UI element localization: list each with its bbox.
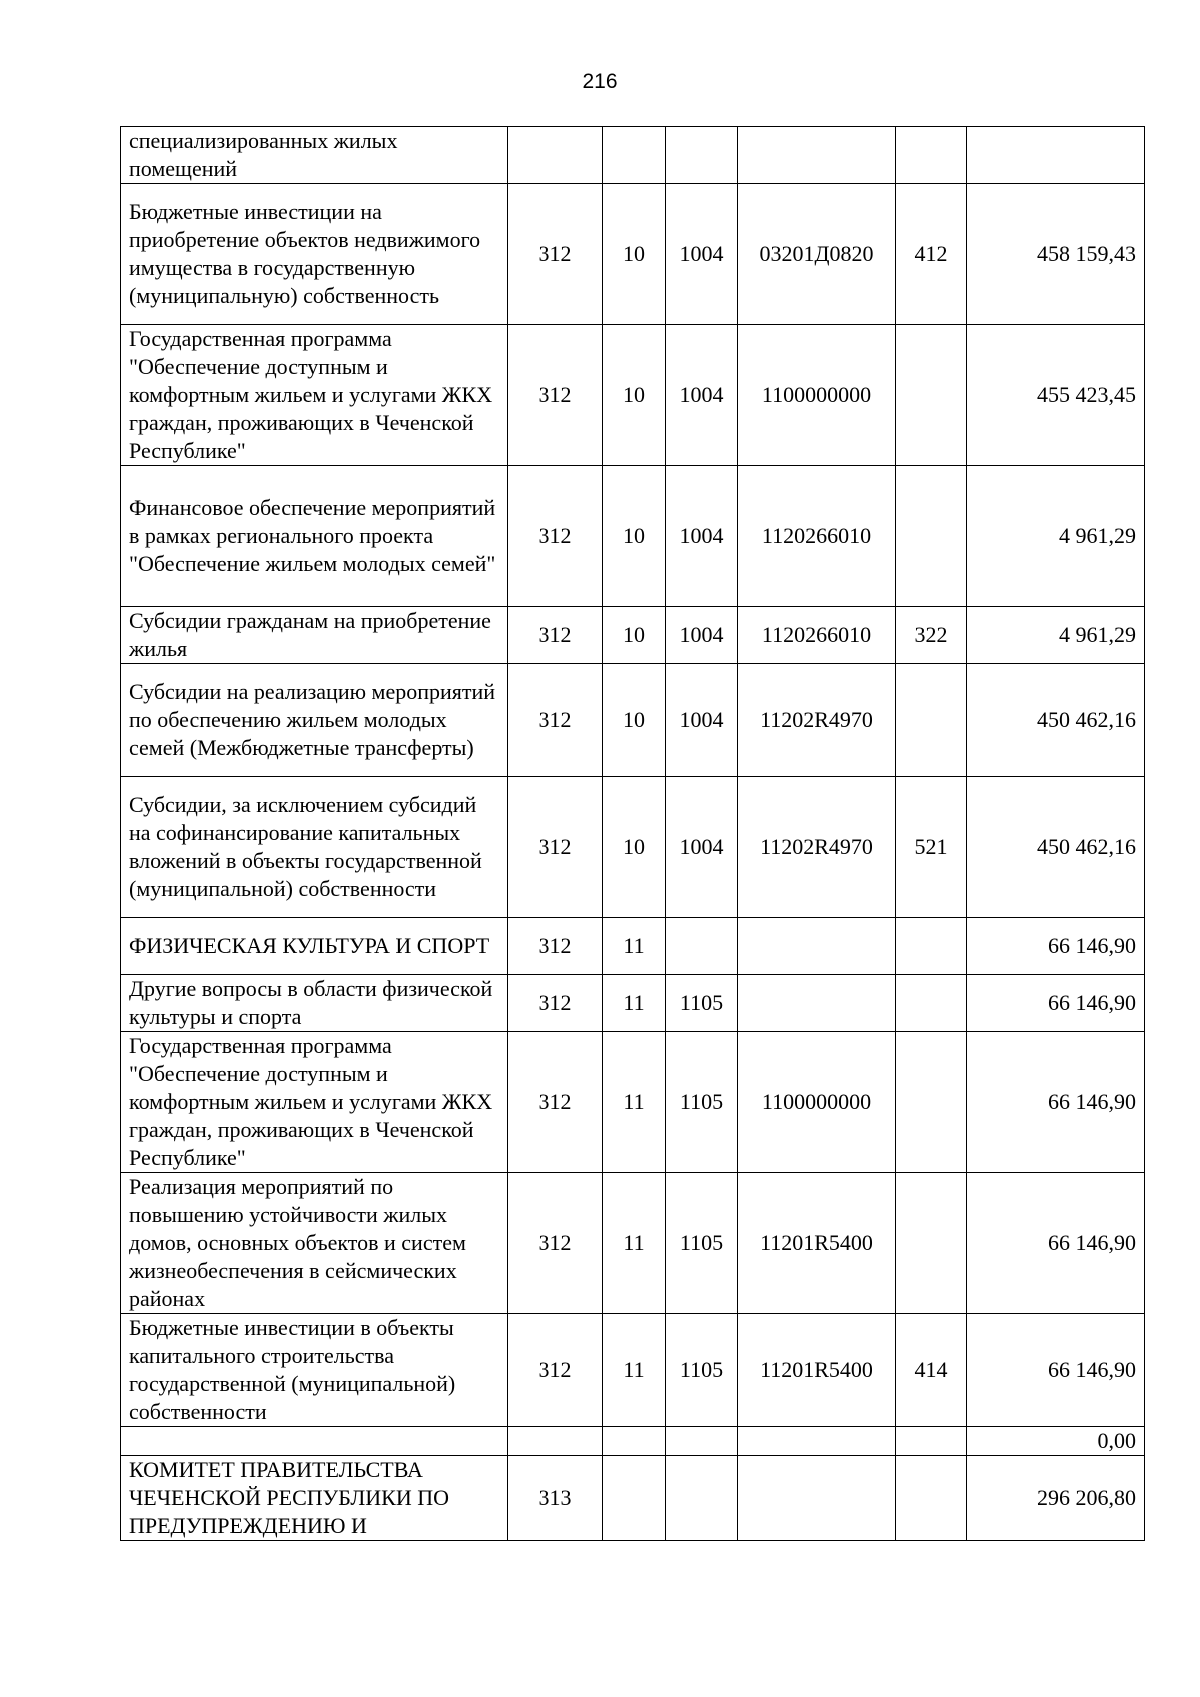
row-rz bbox=[603, 1456, 666, 1541]
row-ved bbox=[508, 1427, 603, 1456]
row-rz: 11 bbox=[603, 1173, 666, 1314]
row-csr: 1100000000 bbox=[738, 325, 896, 466]
row-vr bbox=[896, 1032, 967, 1173]
row-name: Государственная программа "Обеспечение доступным и комфортным жильем и услугами ЖКХ граждан, проживающих в Чеченской Республике" bbox=[121, 1032, 508, 1173]
table-row bbox=[121, 325, 1145, 466]
row-ved: 312 bbox=[508, 184, 603, 325]
row-sum: 66 146,90 bbox=[967, 1314, 1145, 1427]
row-csr: 1120266010 bbox=[738, 466, 896, 607]
row-sum: 66 146,90 bbox=[967, 1173, 1145, 1314]
row-pr: 1004 bbox=[666, 325, 738, 466]
row-rz: 10 bbox=[603, 664, 666, 777]
row-name: Субсидии гражданам на приобретение жилья bbox=[121, 607, 508, 664]
row-vr: 412 bbox=[896, 184, 967, 325]
row-pr bbox=[666, 1427, 738, 1456]
row-vr bbox=[896, 975, 967, 1032]
row-pr: 1105 bbox=[666, 1032, 738, 1173]
row-sum: 4 961,29 bbox=[967, 466, 1145, 607]
row-vr bbox=[896, 1173, 967, 1314]
row-rz: 10 bbox=[603, 607, 666, 664]
row-sum: 66 146,90 bbox=[967, 1032, 1145, 1173]
row-pr: 1105 bbox=[666, 975, 738, 1032]
row-csr bbox=[738, 918, 896, 975]
table-row bbox=[121, 777, 1145, 918]
row-ved: 313 bbox=[508, 1456, 603, 1541]
row-name: Реализация мероприятий по повышению устойчивости жилых домов, основных объектов и систем жизнеобеспечения в сейсмических районах bbox=[121, 1173, 508, 1314]
row-sum: 450 462,16 bbox=[967, 777, 1145, 918]
table-row bbox=[121, 184, 1145, 325]
row-ved bbox=[508, 127, 603, 184]
row-csr: 1100000000 bbox=[738, 1032, 896, 1173]
row-sum: 458 159,43 bbox=[967, 184, 1145, 325]
row-rz: 10 bbox=[603, 466, 666, 607]
row-csr bbox=[738, 1427, 896, 1456]
row-rz: 11 bbox=[603, 975, 666, 1032]
row-pr bbox=[666, 127, 738, 184]
row-vr bbox=[896, 1456, 967, 1541]
row-pr: 1105 bbox=[666, 1173, 738, 1314]
row-vr bbox=[896, 466, 967, 607]
row-ved: 312 bbox=[508, 1032, 603, 1173]
row-ved: 312 bbox=[508, 975, 603, 1032]
table-row bbox=[121, 664, 1145, 777]
row-sum: 296 206,80 bbox=[967, 1456, 1145, 1541]
row-csr bbox=[738, 975, 896, 1032]
row-pr: 1004 bbox=[666, 184, 738, 325]
row-vr bbox=[896, 1427, 967, 1456]
row-sum bbox=[967, 127, 1145, 184]
row-rz: 11 bbox=[603, 1032, 666, 1173]
budget-table bbox=[120, 126, 1145, 1541]
row-name: Финансовое обеспечение мероприятий в рамках регионального проекта "Обеспечение жильем молодых семей" bbox=[121, 466, 508, 607]
row-ved: 312 bbox=[508, 466, 603, 607]
table-row bbox=[121, 918, 1145, 975]
row-pr: 1004 bbox=[666, 466, 738, 607]
row-csr: 11202R4970 bbox=[738, 777, 896, 918]
row-rz: 10 bbox=[603, 184, 666, 325]
row-csr bbox=[738, 1456, 896, 1541]
row-rz bbox=[603, 1427, 666, 1456]
row-sum: 450 462,16 bbox=[967, 664, 1145, 777]
row-name: Другие вопросы в области физической культуры и спорта bbox=[121, 975, 508, 1032]
row-pr bbox=[666, 1456, 738, 1541]
row-ved: 312 bbox=[508, 1173, 603, 1314]
row-rz: 11 bbox=[603, 1314, 666, 1427]
row-name bbox=[121, 1427, 508, 1456]
row-sum: 66 146,90 bbox=[967, 975, 1145, 1032]
row-name: Бюджетные инвестиции в объекты капитального строительства государственной (муниципальной) собственности bbox=[121, 1314, 508, 1427]
row-sum: 66 146,90 bbox=[967, 918, 1145, 975]
row-pr: 1105 bbox=[666, 1314, 738, 1427]
row-name: Субсидии на реализацию мероприятий по обеспечению жильем молодых семей (Межбюджетные трансферты) bbox=[121, 664, 508, 777]
row-name: специализированных жилых помещений bbox=[121, 127, 508, 184]
row-ved: 312 bbox=[508, 777, 603, 918]
row-vr: 521 bbox=[896, 777, 967, 918]
row-name: ФИЗИЧЕСКАЯ КУЛЬТУРА И СПОРТ bbox=[121, 918, 508, 975]
row-vr bbox=[896, 127, 967, 184]
row-name: Бюджетные инвестиции на приобретение объектов недвижимого имущества в государственную (муниципальную) собственность bbox=[121, 184, 508, 325]
row-csr: 11202R4970 bbox=[738, 664, 896, 777]
table-row bbox=[121, 127, 1145, 184]
row-vr: 322 bbox=[896, 607, 967, 664]
row-vr bbox=[896, 325, 967, 466]
table-row bbox=[121, 1456, 1145, 1541]
row-sum: 455 423,45 bbox=[967, 325, 1145, 466]
row-pr: 1004 bbox=[666, 607, 738, 664]
row-csr: 11201R5400 bbox=[738, 1314, 896, 1427]
row-ved: 312 bbox=[508, 664, 603, 777]
row-csr bbox=[738, 127, 896, 184]
page-number: 216 bbox=[582, 70, 618, 93]
row-sum: 4 961,29 bbox=[967, 607, 1145, 664]
table-row bbox=[121, 466, 1145, 607]
row-pr: 1004 bbox=[666, 777, 738, 918]
row-pr bbox=[666, 918, 738, 975]
table-row bbox=[121, 607, 1145, 664]
row-ved: 312 bbox=[508, 607, 603, 664]
row-vr bbox=[896, 664, 967, 777]
table-row bbox=[121, 975, 1145, 1032]
table-row bbox=[121, 1427, 1145, 1456]
row-sum: 0,00 bbox=[967, 1427, 1145, 1456]
table-row bbox=[121, 1173, 1145, 1314]
table-row bbox=[121, 1032, 1145, 1173]
row-csr: 11201R5400 bbox=[738, 1173, 896, 1314]
row-csr: 03201Д0820 bbox=[738, 184, 896, 325]
row-rz: 10 bbox=[603, 325, 666, 466]
row-vr: 414 bbox=[896, 1314, 967, 1427]
row-ved: 312 bbox=[508, 918, 603, 975]
row-ved: 312 bbox=[508, 325, 603, 466]
row-csr: 1120266010 bbox=[738, 607, 896, 664]
row-rz: 10 bbox=[603, 777, 666, 918]
row-pr: 1004 bbox=[666, 664, 738, 777]
row-vr bbox=[896, 918, 967, 975]
row-ved: 312 bbox=[508, 1314, 603, 1427]
row-name: Государственная программа "Обеспечение доступным и комфортным жильем и услугами ЖКХ граждан, проживающих в Чеченской Республике" bbox=[121, 325, 508, 466]
row-rz: 11 bbox=[603, 918, 666, 975]
row-name: Субсидии, за исключением субсидий на софинансирование капитальных вложений в объекты государственной (муниципальной) собственности bbox=[121, 777, 508, 918]
table-row bbox=[121, 1314, 1145, 1427]
row-rz bbox=[603, 127, 666, 184]
row-name: КОМИТЕТ ПРАВИТЕЛЬСТВА ЧЕЧЕНСКОЙ РЕСПУБЛИКИ ПО ПРЕДУПРЕЖДЕНИЮ И bbox=[121, 1456, 508, 1541]
